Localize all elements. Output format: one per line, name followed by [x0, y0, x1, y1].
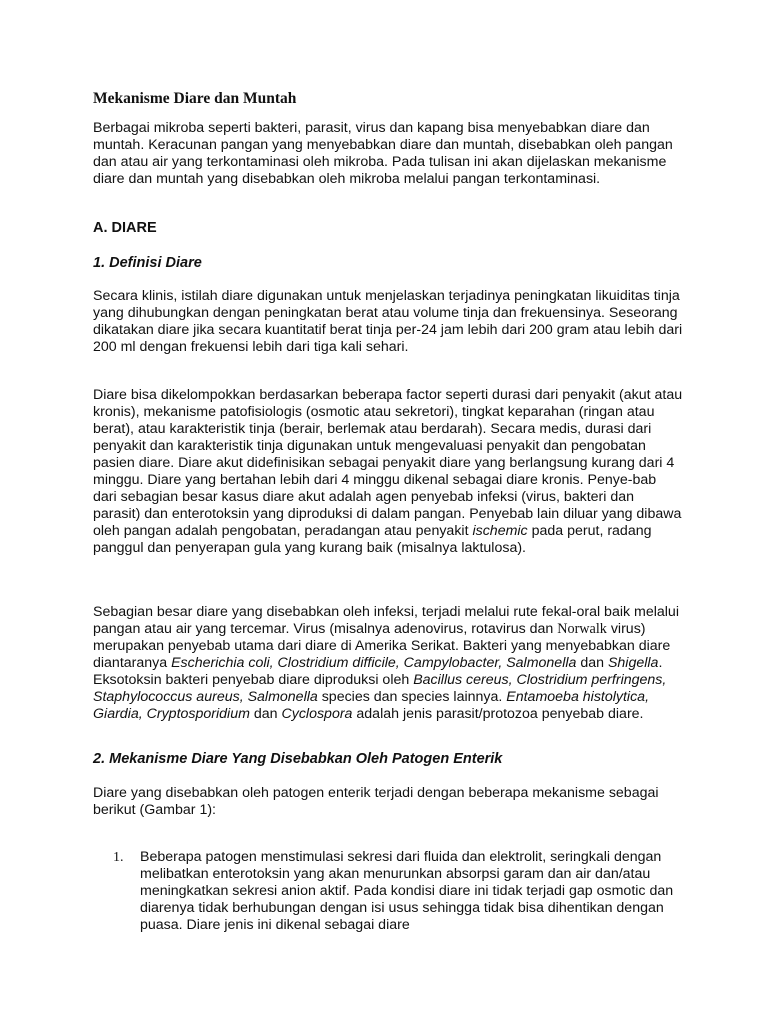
infection-text-4: . Eksotoksin bakteri penyebab diare diproduksi oleh — [93, 655, 663, 688]
intro-paragraph: Berbagai mikroba seperti bakteri, parasit, virus dan kapang bisa menyebabkan diare dan muntah. Keracunan pangan yang menyebabkan diare dan muntah, disebabkan oleh pangan dan atau air yang terkontaminasi oleh mikroba. Pada tulisan ini akan dijelaskan mekanisme diare dan muntah yang disebabkan oleh mikroba melalui pangan terkontaminasi. — [93, 120, 673, 187]
infection-exotoxin-list: Bacillus cereus, Clostridium perfringens, Staphylococcus aureus, Salmonella — [93, 672, 667, 705]
definition-paragraph: Secara klinis, istilah diare digunakan untuk menjelaskan terjadinya peningkatan likuiditas tinja yang dihubungkan dengan peningkatan berat atau volume tinja dan frekuensinya. Seseorang dikatakan diare jika secara kuantitatif berat tinja per-24 jam lebih dari 200 gram atau lebih dari 200 ml dengan frekuensi lebih dari tiga kali sehari. — [93, 288, 683, 355]
infection-paragraph — [93, 604, 683, 723]
document-title: Mekanisme Diare dan Muntah — [93, 90, 297, 107]
list-item-text: Beberapa patogen menstimulasi sekresi dari fluida dan elektrolit, seringkali dengan melibatkan enterotoksin yang akan menurunkan absorpsi garam dan air dan/atau meningkatkan sekresi anion aktif. Pada kondisi diare ini tidak terjadi gap osmotic dan diarenya tidak berhubungan dengan isi usus sehingga tidak bisa dihentikan dengan puasa. Diare jenis ini dikenal sebagai diare — [140, 849, 674, 933]
infection-bacteria-list: Escherichia coli, Clostridium difficile, Campylobacter, Salmonella — [171, 655, 577, 671]
classification-text-2: pada perut, radang panggul dan penyerapan gula yang kurang baik (misalnya laktulosa). — [93, 523, 652, 556]
infection-term-cyclospora: Cyclospora — [281, 706, 353, 722]
infection-text-3: dan — [576, 655, 608, 671]
infection-text-2: virus) merupakan penyebab utama dari diare di Amerika Serikat. Bakteri yang menyebabkan diare diantaranya — [93, 621, 671, 671]
subheading-mekanisme-diare: 2. Mekanisme Diare Yang Disebabkan Oleh Patogen Enterik — [93, 751, 503, 767]
subheading-definisi-diare: 1. Definisi Diare — [93, 255, 202, 271]
classification-text-1: Diare bisa dikelompokkan berdasarkan beberapa factor seperti durasi dari penyakit (akut atau kronis), mekanisme patofisiologis (osmotic atau sekretori), tingkat keparahan (ringan atau berat), atau karakteristik tinja (berair, berlemak atau berdarah). Secara medis, durasi dari penyakit dan karakteristik tinja digunakan untuk mengevaluasi penyakit dan pengobatan pasien diare. Diare akut didefinisikan sebagai penyakit diare yang berlangsung kurang dari 4 minggu. Diare yang bertahan lebih dari 4 minggu dikenal sebagai diare kronis. Penye-bab dari sebagian besar kasus diare akut adalah agen penyebab infeksi (virus, bakteri dan parasit) dan enterotoksin yang diproduksi di dalam pangan. Penyebab lain diluar yang dibawa oleh pangan adalah pengobatan, peradangan atau penyakit — [93, 387, 683, 539]
infection-text-7: adalah jenis parasit/protozoa penyebab diare. — [352, 706, 644, 722]
mechanism-intro-paragraph: Diare yang disebabkan oleh patogen enterik terjadi dengan beberapa mekanisme sebagai berikut (Gambar 1): — [93, 785, 659, 818]
infection-term-shigella: Shigella — [607, 655, 659, 671]
list-item-number: 1. — [113, 850, 124, 865]
classification-paragraph — [93, 387, 683, 557]
section-heading-diare: A. DIARE — [93, 220, 157, 236]
classification-term-ischemic: ischemic — [472, 523, 528, 539]
infection-text-6: dan — [249, 706, 282, 722]
infection-term-norwalk: Norwalk — [557, 621, 607, 637]
infection-text-1: Sebagian besar diare yang disebabkan oleh infeksi, terjadi melalui rute fekal-oral baik melalui pangan atau air yang tercemar. Virus (misalnya adenovirus, rotavirus dan — [93, 604, 679, 637]
infection-text-5: species dan species lainnya. — [317, 689, 507, 705]
infection-parasite-list: Entamoeba histolytica, Giardia, Cryptosporidium — [93, 689, 650, 722]
